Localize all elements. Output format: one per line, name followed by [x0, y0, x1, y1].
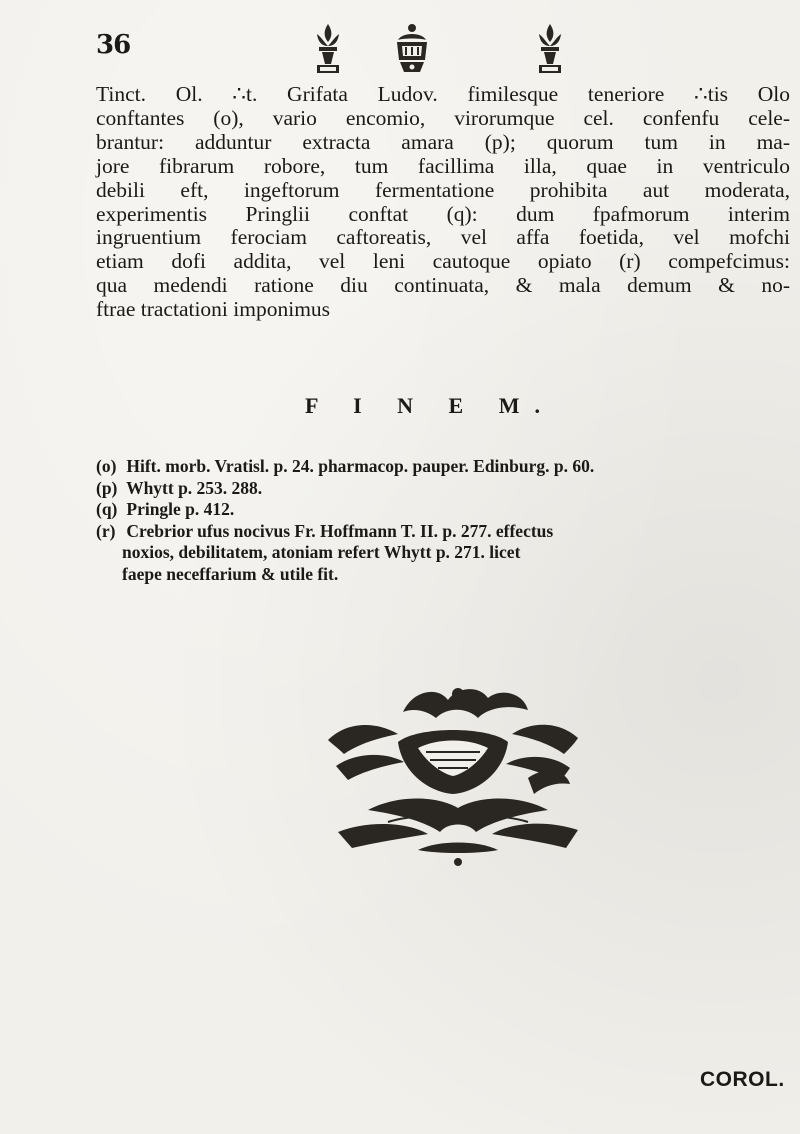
footnote-mark: (o) [96, 456, 117, 476]
footnote-text: Whytt p. 253. 288. [126, 477, 263, 498]
footnote [96, 499, 796, 521]
lily-ornament-icon [311, 20, 345, 76]
floral-vignette-icon [308, 682, 598, 872]
footnote-mark: (p) [96, 477, 118, 498]
lily-ornament-icon [533, 20, 567, 76]
text-line: brantur: adduntur extracta amara (p); quorum tum in ma- [96, 129, 790, 154]
footnote-text: Crebrior ufus nocivus Fr. Hoffmann T. II. p. 277. effectus [126, 520, 554, 541]
text-line: etiam dofi addita, vel leni cautoque opiato (r) compefcimus: [96, 249, 790, 274]
page-header [0, 14, 800, 84]
main-paragraph [96, 83, 790, 322]
catchword: COROL. [700, 1068, 785, 1091]
footnote-text: Pringle p. 412. [126, 499, 235, 519]
footnote [96, 478, 796, 500]
text-line: qua medendi ratione diu continuata, & mala demum & no- [96, 273, 790, 298]
text-line: conftantes (o), vario encomio, virorumque cel. confenfu cele- [96, 105, 790, 130]
footnote-mark: (q) [96, 499, 118, 519]
footnote-continuation: noxios, debilitatem, atoniam refert Whytt p. 271. licet [122, 542, 521, 562]
page-number: 36 [96, 30, 131, 60]
footnote [96, 456, 796, 478]
text-line: Tinct. Ol. ∴t. Grifata Ludov. fimilesque teneriore ∴tis Olo [96, 82, 790, 106]
text-line: jore fibrarum robore, tum facillima illa, quae in ventriculo [96, 153, 790, 178]
closing-heading: F I N E M. [304, 393, 555, 418]
footnote-mark: (r) [96, 520, 116, 541]
text-line: experimentis Pringlii conftat (q): dum fpafmorum interim [96, 201, 790, 226]
text-line: debili eft, ingeftorum fermentatione prohibita aut moderata, [96, 177, 790, 202]
footnote-continuation: faepe neceffarium & utile fit. [122, 563, 339, 584]
crown-ornament-icon [392, 20, 432, 76]
footnote [96, 521, 796, 543]
text-line: ingruentium ferociam caftoreatis, vel affa foetida, vel mofchi [96, 225, 790, 250]
footnotes [96, 456, 796, 585]
footnote-text: Hift. morb. Vratisl. p. 24. pharmacop. pauper. Edinburg. p. 60. [126, 456, 595, 476]
text-line: ftrae tractationi imponimus [96, 297, 331, 322]
